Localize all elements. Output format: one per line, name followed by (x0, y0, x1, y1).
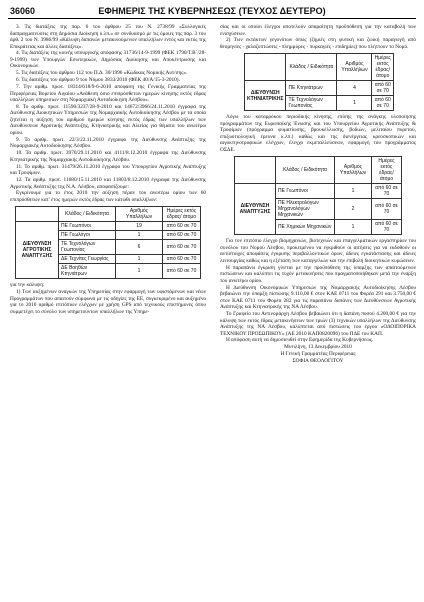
paragraph: για την κάλυψη: (10, 282, 45, 289)
days-cell: από 60 σε 70 (163, 255, 201, 264)
employee-count-cell: 19 (116, 222, 163, 231)
signature-block (220, 344, 416, 365)
allocation-table-veterinary (244, 53, 394, 111)
paragraph: 12. Τα αριθμ. πρωτ. 11680/15.11.2010 και 11803/8.12.2010 έγγραφα της Διεύθυνσης Αγροτικής Ανάπτυξης της Ν.Α. Λέσβου, αποφασίζουμε: (10, 177, 206, 190)
paragraph: 3. Τις διατάξεις της παρ. 6 του άρθρου 25 του Ν. 2738/99 «Συλλογικές διαπραγματεύσεις στη Δημόσια Διοίκηση κ.λπ.» σε συνδυασμό με τις όμοιες της παρ. 3 του άρθ. 2 του Ν. 3986/99 «Κάλυψη δαπανών μετακινούμενων υπαλλήλων εντός και εκτός της Επικράτειας και άλλες διατάξεις». (10, 24, 206, 50)
specialty-cell: ΠΕ Ηλεκτρολόγων Μηχανολόγων Μηχανικών (276, 199, 335, 220)
signature-title: Η Γενική Γραμματέας Περιφέρειας (280, 351, 356, 358)
paragraph: 9. Το αριθμ. πρωτ. 22/3/22.11.2010 έγγραφο της Διεύθυνσης Ανάπτυξης της Νομαρχιακής Αυτοδιοίκησης Λέσβου. (10, 136, 206, 150)
specialty-cell: ΠΕ Γεωπόνοι (276, 184, 335, 199)
paragraph: 1) Των αυξημένων αναγκών της Υπηρεσίας στην εφαρμογή των υφιστάμενων και νέων Προγραμμάτων που απαιτούν σύμφωνα με τις οδηγίες της ΕΕ, συγκεκριμένο και αυξημένο για το 2010 αριθμό επιτόπιων ελέγχων με χρήση GPS από τεχνικούς επιστήμονες όπου συμμετέχει το σύνολο των υπηρετούντων υπαλλήλων της Υπηρε- (10, 289, 206, 315)
signature-place-date: Μυτιλήνη, 13 Δεκεμβρίου 2010 (284, 344, 352, 351)
employee-count-cell: 1 (337, 96, 372, 111)
table-header-cell: Κλάδος / Ειδικότητα (286, 54, 337, 81)
paragraph: Η απόφαση αυτή να δημοσιευθεί στην Εφημερίδα της Κυβερνήσεως. (226, 337, 374, 344)
left-column (10, 24, 206, 316)
paragraph: Η Διεύθυνση Οικονομικών Υπηρεσιών της Νομαρχιακής Αυτοδιοίκησης Λέσβου βεβαιώνει την ύπαρξη πίστωσης 9.110,00 € στον ΚΑΕ 0711 του Φορέα 291 και 3.750,00 € στον ΚΑΕ 0711 του Φορέα 282 για τις παραπάνω δαπάνες των Διευθύνσεων Αγροτικής Ανάπτυξης και Κτηνιατρικής της ΝΑ Λέσβου. (220, 284, 416, 311)
table-header-cell: Κλάδος / Ειδικότητα (59, 207, 116, 222)
paragraph: Εγκρίνουμε για το έτος 2010 την αύξηση πέραν του ανωτέρω ορίου των 60 επιπρόσθετων κατ' έτος ημερών εκτός έδρας των κάτωθι υπαλλήλων: (10, 190, 206, 203)
specialty-cell: ΠΕ Χημικών Μηχανικών (276, 220, 335, 235)
gazette-title: ΕΦΗΜΕΡΙΣ ΤΗΣ ΚΥΒΕΡΝΗΣΕΩΣ (ΤΕΥΧΟΣ ΔΕΥΤΕΡΟ) (98, 6, 326, 16)
allocation-table-agricultural (15, 206, 201, 279)
paragraph: 10. Τα αριθμ. πρωτ. 3970/29.11.2010 και 4111/8.12.2010 έγγραφα της Διεύθυνσης Κτηνιατρικής της Νομαρχιακής Αυτοδιοίκησης Λέσβου. (10, 150, 206, 163)
signature-name: ΣΟΦΙΑ ΘΕΟΛΟΓΙΤΟΥ (292, 358, 344, 365)
table-header-empty (16, 207, 59, 222)
specialty-cell: ΤΕ Τεχνολόγων Γεωπονίας (59, 240, 116, 255)
paragraph: 7. Την αριθμ. πρωτ. 18314/618/9-6-2010 απόφαση της Γενικής Γραμματείας της Περιφέρειας Βορείου Αιγαίου «Ανάθεση όσιο επιπρόσθετων ημερών κίνησης εκτός έδρας υπαλλήλων υπηρεσιών στη Νομαρχιακή Αυτοδιοίκηση Λέσβου». (10, 84, 206, 104)
employee-count-cell: 1 (335, 184, 372, 199)
table-header-cell: Αριθμός Υπαλλήλων (116, 207, 163, 222)
table-header-cell: Αριθμός Υπαλλήλων (337, 54, 372, 81)
days-cell: από 60 σε 70 (372, 81, 394, 96)
table-header-row (16, 207, 201, 222)
paragraph: 11. Το αριθμ. πρωτ. 31479/26.11.2010 έγγραφο του Υπουργείου Αγροτικής Ανάπτυξης και Τροφίμων. (10, 163, 206, 177)
specialty-cell: ΔΕ Τεχνίτες Γεωργίας (59, 255, 116, 264)
paragraph: Η παραπάνω έγκριση γίνεται με την προϋπόθεση της ύπαρξης των απαιτούμενων πιστώσεων και καλύπτει τις τυχόν μετακινήσεις που πραγματοποιήθηκαν μετά την έναρξη του ανωτέρω ορίου. (220, 264, 416, 284)
paragraph: σίας και οι οποίοι έλεγχοι αποτελούν απαραίτητη προϋπόθεση για την καταβολή των ενισχύσεων. (220, 24, 416, 37)
specialty-cell: ΠΕ Γεωπόνοι (59, 222, 116, 231)
specialty-cell: ΠΕ Κτηνιάτρων (286, 81, 337, 96)
directorate-name: ΔΙΕΥΘΥΝΣΗ ΚΤΗΝΙΑΤΡΙΚΗΣ (245, 81, 286, 111)
days-cell: από 60 σε 70 (163, 222, 201, 231)
table-row (16, 222, 201, 231)
days-cell: από 60 σε 70 (163, 231, 201, 240)
right-column (220, 24, 416, 365)
directorate-name: ΔΙΕΥΘΥΝΣΗ ΑΝΑΠΤΥΞΗΣ (235, 184, 276, 235)
employee-count-cell: 4 (337, 81, 372, 96)
employee-count-cell: 6 (116, 240, 163, 255)
days-cell: από 60 σε 70 (372, 199, 402, 220)
paragraph: 6. Τις διατάξεις του άρθρου 9 του Νόμου 3833/2010 (ΦΕΚ 40/Α/15-3-2010). (16, 77, 180, 84)
paragraph: Για τον επιτόπιο έλεγχο βιομηχανιών, βιοτεχνιών και επαγγελματικών εργαστηρίων του συνόλου του Νομού Λέσβου, προκειμένου να εγκριθούν οι αιτήσεις για να εκδοθούν οι αντίστοιχες αποφάσεις έγκρισης περιβαλλοντικών όρων, άδειες εγκατάστασης και άδειες λειτουργίας καθώς και η εξέταση των καταγγελιών και την επιβολή διοικητικών κυρώσεων. (220, 238, 416, 264)
days-cell: από 60 σε 70 (163, 264, 201, 279)
table-header-empty (235, 157, 276, 184)
table-row (245, 81, 394, 96)
specialty-cell: ΠΕ Γεωλόγοι (59, 231, 116, 240)
specialty-cell: ΔΕ Βοηθών Κτηνιάτρων (59, 264, 116, 279)
employee-count-cell: 1 (116, 264, 163, 279)
paragraph: 4. Τις διατάξεις της κοινής υπουργικής απόφασης 31736/14-9-1999 (ΦΕΚ 1790/Τ.Β΄/28-9-1999) των Υπουργών Εσωτερικών, Δημόσιας Διοίκησης και Αποκέντρωσης και Οικονομικών. (10, 50, 206, 70)
table-row (235, 184, 402, 199)
table-header-cell: Κλάδος / Ειδικότητα (276, 157, 335, 184)
employee-count-cell: 2 (335, 199, 372, 220)
table-header-empty (245, 54, 286, 81)
table-header-cell: Ημέρες εκτός έδρας/ άτομο (372, 157, 402, 184)
days-cell: από 60 σε 70 (163, 240, 201, 255)
table-header-row (235, 157, 402, 184)
days-cell: από 60 σε 70 (372, 220, 402, 235)
specialty-cell: ΤΕ Τεχνολόγων Γεωπονίας (286, 96, 337, 111)
paragraph: Το Γραφείο του Αντινομάρχη Λέσβου βεβαιώνει ότι η δαπάνη ποσού 4.200,00 € για την κάλυψη των εκτός έδρας μετακινήσεων των τριών (3) τεχνικών υπαλλήλων της Διεύθυνσης Ανάπτυξης της ΝΑ Λέσβου, καλύπτεται από πιστώσεις του έργου «ΟΔΟΙΠΟΡΙΚΑ ΤΕΧΝΙΚΟΥ ΠΡΟΣΩΠΙΚΟΥ» (ΑΕ 2010 ΚΑΠ0820096) του ΠΔΕ του ΚΑΠ. (220, 311, 416, 337)
employee-count-cell: 1 (116, 231, 163, 240)
allocation-table-development (234, 156, 402, 235)
table-header-cell: Ημέρες εκτός έδρας/ άτομο (372, 54, 394, 81)
table-header-cell: Αριθμός Υπαλλήλων (335, 157, 372, 184)
page-number: 36060 (10, 6, 36, 16)
table-header-cell: Ημέρες εκτός έδρας/ άτομο (163, 207, 201, 222)
paragraph: 5. Τις διατάξεις του άρθρου 112 του Π.Δ. 30/1996 «Κώδικας Νομικής Αυτ/σης». (16, 70, 188, 77)
paragraph: Λόγω του καταρρόκου περιοδικής κίνησης, επίσης της ανάγκης υλοποίησης προγραμμάτων της Ευρωπαϊκής Ένωσης και του Υπουργείου Αγροτικής Ανάπτυξης & Τροφίμων (πρόγραμμα φυματίωσης, βρουκέλλωσης, βοδιών, μελιταίου πυρετού, επιζωοτιολογική έρευνα κ.λπ.) καθώς και της διενέργειας κρεοσκοπικών και αιγοκτηνοτροφικών ελέγχων, έλεγχο εκμεταλλεύσεων, εφαρμογή του προγράμματος ΟΣΔΕ. (220, 114, 416, 153)
days-cell: από 60 σε 70 (372, 96, 394, 111)
employee-count-cell: 1 (116, 255, 163, 264)
employee-count-cell: 1 (335, 220, 372, 235)
paragraph: 2) Των εκτάκτων γεγονότων όπως (ζημιές στη φυτική και ζωική παραγωγή από θεομηνίες - χαλαζοπτώσεις - πλημμύρες - πυρκαγιές - επιδημίες) που πλήττουν το Νομό. (220, 37, 416, 50)
paragraph: 8. Το αριθμ. πρωτ. 11590/3237/28-9-2010 και 14672/3966/24.11.2010 έγγραφα της Διεύθυνσης Διοικητικών Υπηρεσιών της Νομαρχιακής Αυτοδιοίκησης Λέσβου με τα οποία ζητείται η αύξηση του αριθμού ημερών κίνησης εκτός έδρας των υπαλλήλων των Διευθύνσεων Αγροτικής Ανάπτυξης, Κτηνιατρικής και Αλιείας για θέματα του ανωτέρω ορίου. (10, 103, 206, 136)
days-cell: από 60 σε 70 (372, 184, 402, 199)
directorate-name: ΔΙΕΥΘΥΝΣΗ ΑΓΡΟΤΙΚΗΣ ΑΝΑΠΤΥΞΗΣ (16, 222, 59, 279)
gazette-header (8, 6, 416, 19)
table-header-row (245, 54, 394, 81)
